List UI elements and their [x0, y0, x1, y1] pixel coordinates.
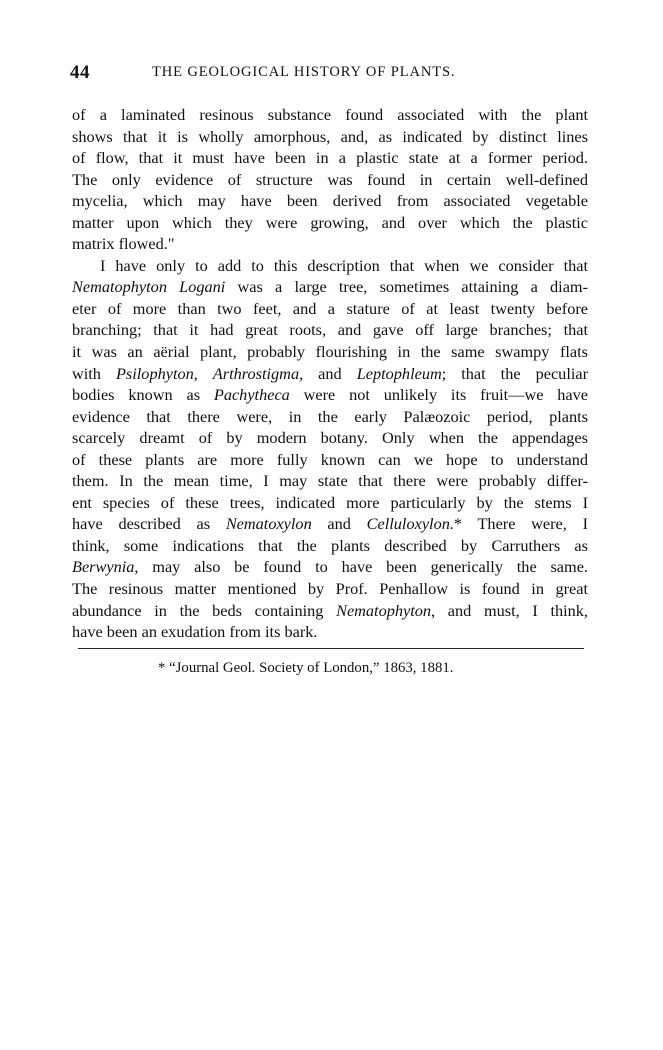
page-number: 44: [70, 62, 90, 83]
text-line: eter of more than two feet, and a stature of at least twenty before: [72, 298, 588, 318]
footnote: * “Journal Geol. Society of London,” 1863, 1881.: [158, 660, 454, 676]
text-line: have described as Nematoxylon and Celluloxylon.* There were, I: [72, 514, 588, 534]
text-line: mycelia, which may have been derived from associated vegetable: [72, 191, 588, 211]
text-line: ent species of these trees, indicated more particularly by the stems I: [72, 492, 588, 512]
text-line: it was an aërial plant, probably flourishing in the same swampy flats: [72, 342, 588, 362]
text-line: of flow, that it must have been in a plastic state at a former period.: [72, 148, 588, 168]
text-line: Nematophyton Logani was a large tree, sometimes attaining a diam-: [72, 277, 589, 297]
footnote-rule: [78, 648, 584, 649]
running-title: THE GEOLOGICAL HISTORY OF PLANTS.: [152, 64, 456, 80]
text-line: The resinous matter mentioned by Prof. Penhallow is found in great: [72, 579, 588, 599]
text-line: shows that it is wholly amorphous, and, as indicated by distinct lines: [72, 126, 588, 146]
page-header: [70, 62, 590, 84]
text-line: think, some indications that the plants described by Carruthers as: [72, 535, 588, 555]
text-line: matter upon which they were growing, and over which the plastic: [72, 212, 588, 232]
text-line: with Psilophyton, Arthrostigma, and Leptophleum; that the peculiar: [72, 363, 589, 383]
body-text: [72, 104, 588, 643]
text-line: them. In the mean time, I may state that there were probably differ-: [72, 471, 588, 491]
text-line: bodies known as Pachytheca were not unlikely its fruit—we have: [72, 385, 588, 405]
text-line: Berwynia, may also be found to have been generically the same.: [72, 557, 588, 577]
text-line: have been an exudation from its bark.: [72, 622, 318, 642]
text-line: matrix flowed.": [72, 234, 175, 254]
text-line: abundance in the beds containing Nematophyton, and must, I think,: [72, 600, 588, 620]
text-line: The only evidence of structure was found in certain well-defined: [72, 169, 588, 189]
text-line: of a laminated resinous substance found associated with the plant: [72, 105, 588, 124]
text-line: I have only to add to this description that when we consider that: [100, 255, 588, 275]
text-line: evidence that there were, in the early Palæozoic period, plants: [72, 406, 588, 426]
text-line: branching; that it had great roots, and gave off large branches; that: [72, 320, 588, 340]
text-line: scarcely dreamt of by modern botany. Only when the appendages: [72, 428, 588, 448]
text-line: of these plants are more fully known can we hope to understand: [72, 449, 588, 469]
